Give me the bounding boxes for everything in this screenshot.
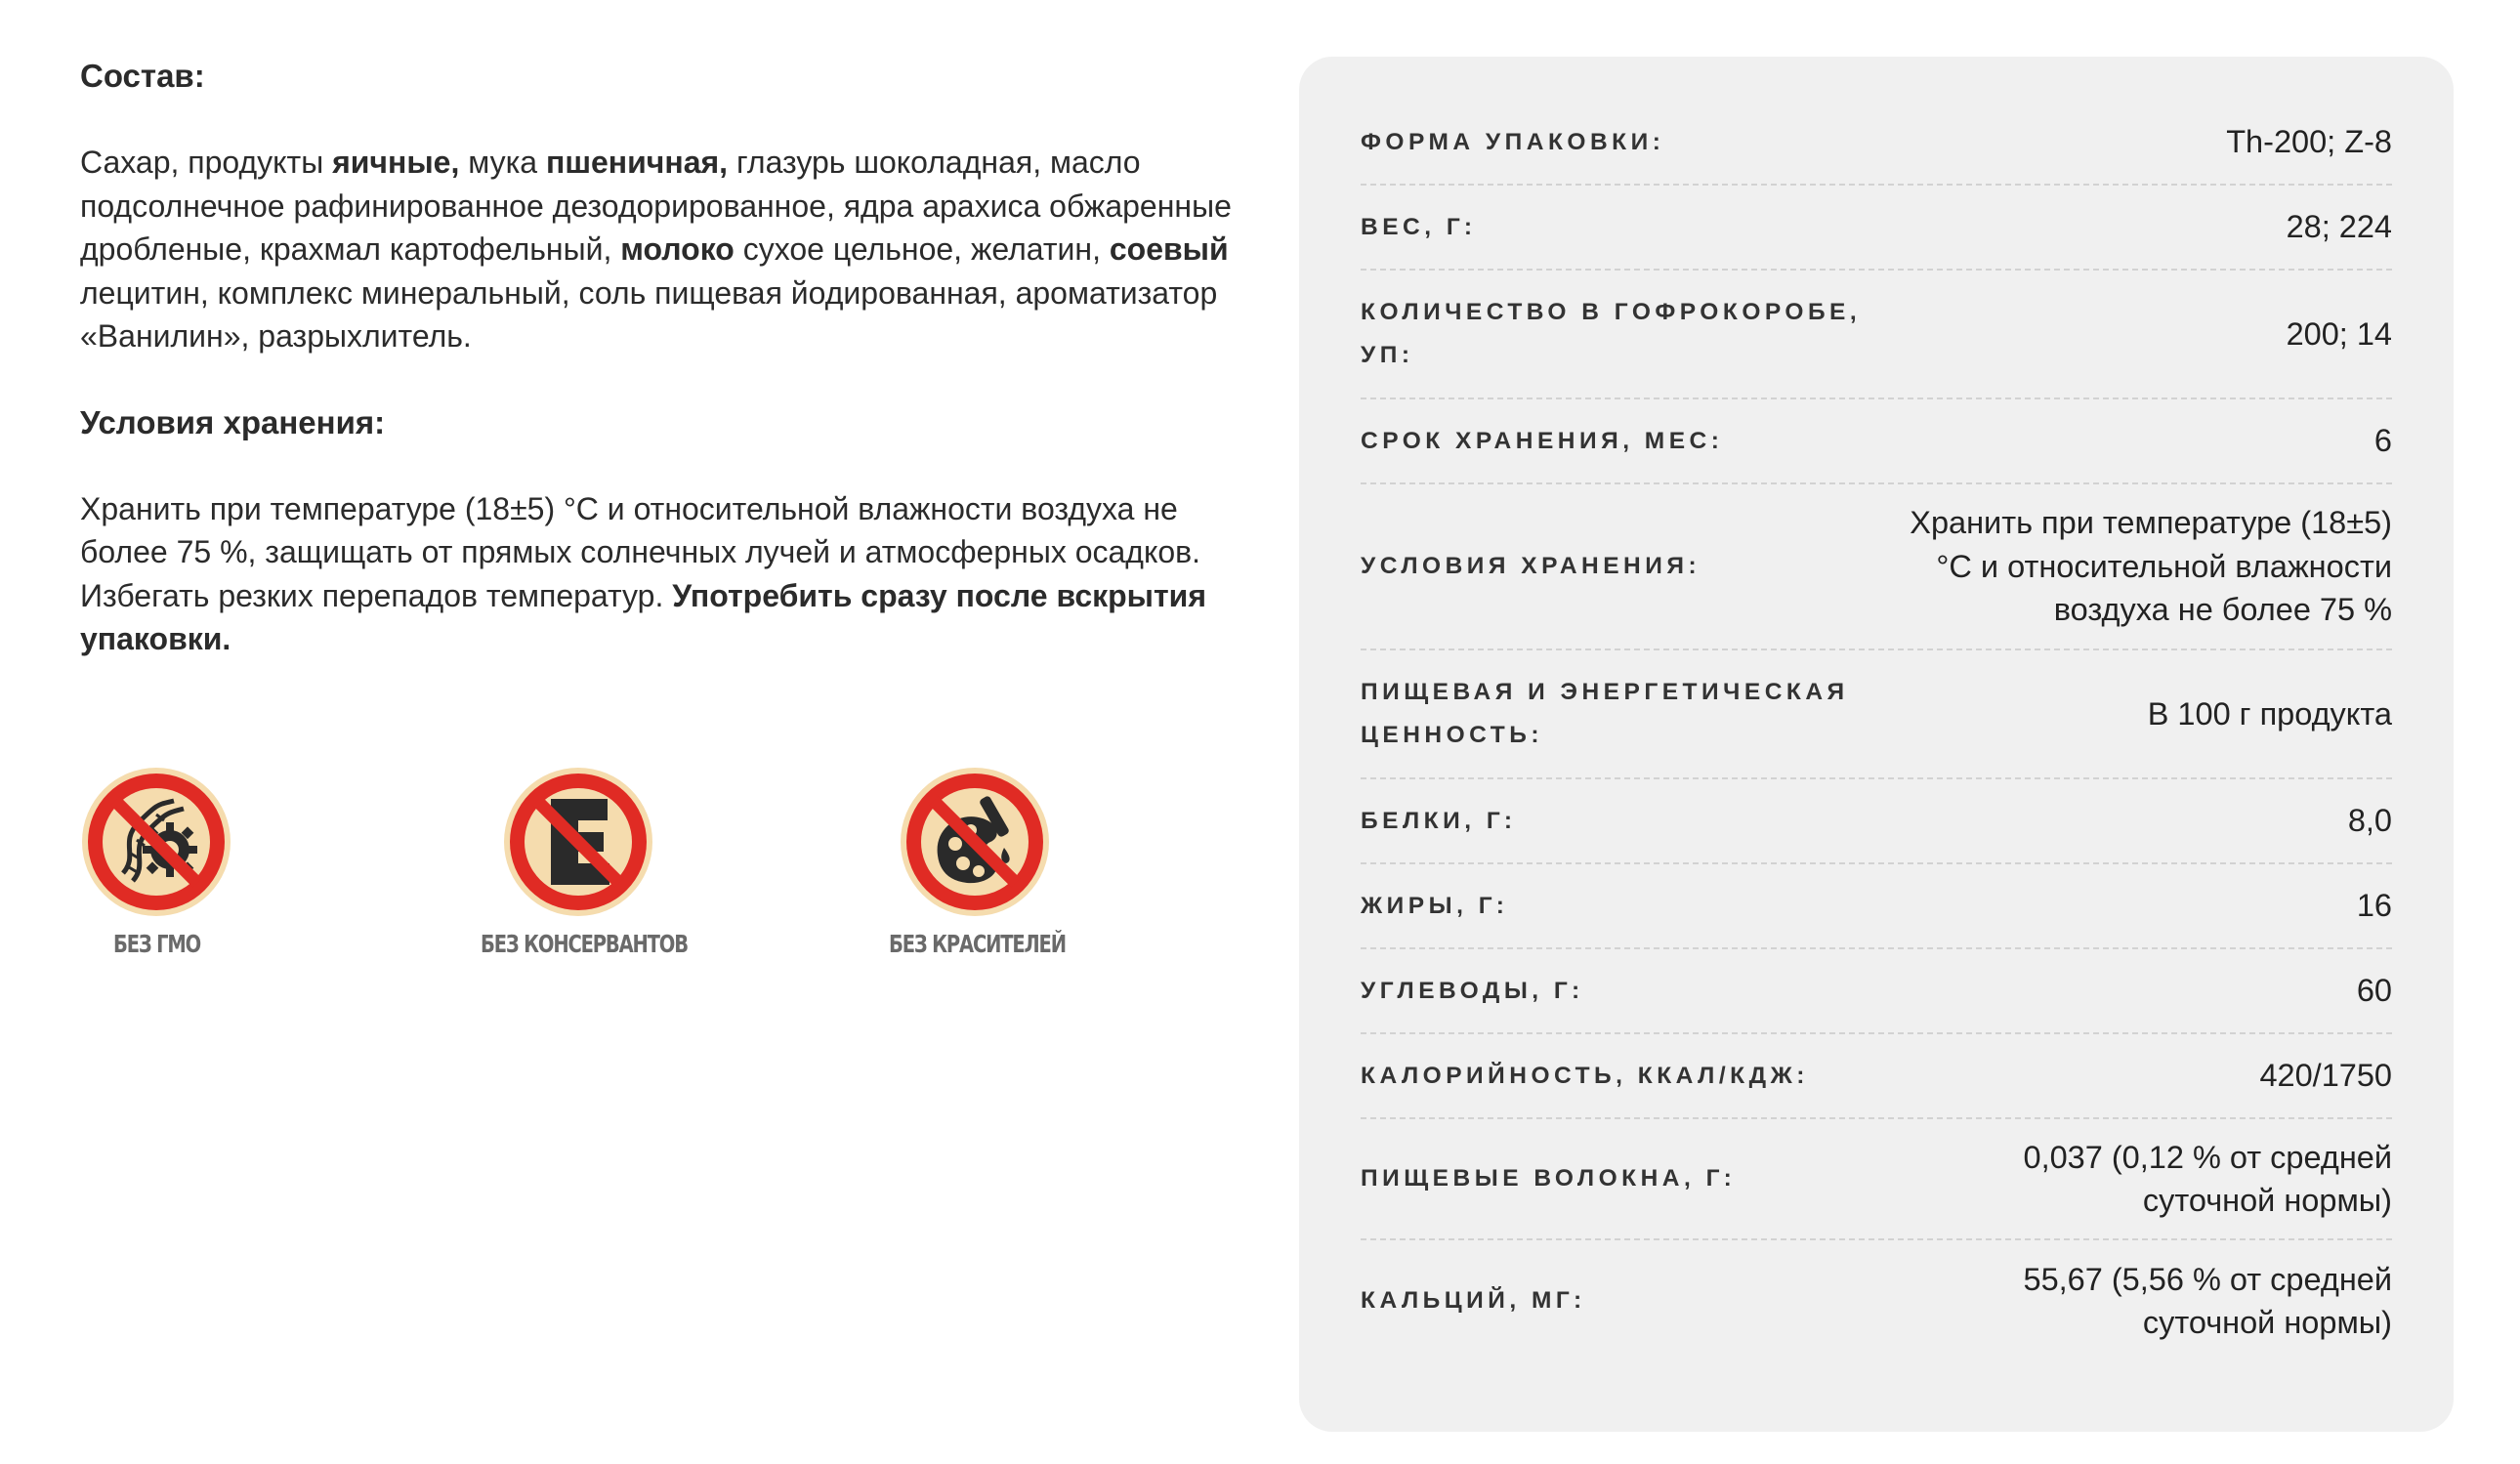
storage-text [80,487,1242,661]
storage-heading: Условия хранения: [80,403,386,440]
badge-no-preservatives [481,766,688,958]
spec-key: ВЕС, Г: [1361,213,1477,240]
composition-heading: Состав: [80,58,205,94]
composition-allergen: соевый [1109,231,1229,267]
badges-row [80,766,1242,981]
spec-key: КОЛИЧЕСТВО В ГОФРОКОРОБЕ, УП: [1361,299,1862,368]
badge-label-no-dyes: БЕЗ КРАСИТЕЛЕЙ [889,930,1066,958]
spec-row-protein [1361,779,2392,864]
spec-value: Хранить при температуре (18±5) °С и относительной влажности воздуха не более 75 % [1910,505,2392,628]
spec-row-calcium [1361,1240,2392,1361]
composition-segment: мука [459,145,546,180]
specifications-table [1361,101,2392,1361]
badge-label-no-preservatives: БЕЗ КОНСЕРВАНТОВ [481,930,688,958]
spec-key: ЖИРЫ, Г: [1361,892,1509,919]
spec-key: ПИЩЕВЫЕ ВОЛОКНА, Г: [1361,1165,1737,1192]
spec-key: СРОК ХРАНЕНИЯ, МЕС: [1361,427,1724,454]
spec-row-weight [1361,186,2392,271]
composition-segment: сухое цельное, желатин, [734,231,1110,267]
spec-row-calories [1361,1034,2392,1119]
badge-label-no-gmo: БЕЗ ГМО [113,930,201,958]
spec-value: 420/1750 [2259,1058,2392,1094]
badge-no-gmo [80,766,232,958]
specifications-panel [1299,57,2454,1432]
spec-value: 6 [2373,423,2392,459]
composition-allergen: молоко [620,231,735,267]
spec-key: КАЛЬЦИЙ, МГ: [1361,1287,1586,1314]
no-preservatives-icon [502,766,654,918]
no-dyes-icon [899,766,1051,918]
spec-value: 55,67 (5,56 % от средней суточной нормы) [2023,1261,2392,1340]
spec-row-fat [1361,864,2392,949]
spec-row-carbs [1361,949,2392,1034]
spec-value: 200; 14 [2286,315,2392,352]
spec-row-shelf-life [1361,399,2392,484]
storage-text-bold: Употребить сразу после вскрытия упаковки. [80,577,1207,656]
composition-segment: лецитин, комплекс минеральный, соль пищевая йодированная, ароматизатор «Ванилин», разрыхлитель. [80,274,1218,354]
spec-value: 0,037 (0,12 % от средней суточной нормы) [2023,1139,2392,1218]
badge-no-dyes [889,766,1066,958]
composition-text [80,141,1242,358]
storage-text-regular: Хранить при температуре (18±5) °C и относительной влажности воздуха не более 75 %, защищать от прямых солнечных лучей и атмосферных осадков. Избегать резких перепадов температур. [80,490,1201,613]
spec-value: 28; 224 [2286,209,2392,245]
no-gmo-icon [80,766,232,918]
composition-allergen: пшеничная, [545,145,729,180]
spec-key: ПИЩЕВАЯ И ЭНЕРГЕТИЧЕСКАЯ ЦЕННОСТЬ: [1361,679,1849,748]
spec-row-storage-conditions [1361,484,2392,650]
spec-row-package-form [1361,101,2392,186]
spec-key: КАЛОРИЙНОСТЬ, ККАЛ/КДЖ: [1361,1062,1809,1089]
spec-row-box-quantity [1361,271,2392,399]
description-column [80,55,1242,958]
spec-value: В 100 г продукта [2147,695,2392,732]
spec-key: ФОРМА УПАКОВКИ: [1361,128,1665,155]
spec-value: 8,0 [2347,803,2392,839]
spec-key: УСЛОВИЯ ХРАНЕНИЯ: [1361,553,1701,579]
composition-segment: глазурь шоколадная, масло подсолнечное рафинированное дезодорированное, ядра арахиса обжаренные дробленые, крахмал картофельный, [80,145,1232,267]
spec-value: 60 [2356,973,2392,1009]
spec-row-fiber [1361,1119,2392,1240]
spec-row-nutrition-header [1361,650,2392,779]
composition-segment: Сахар, продукты [80,145,333,180]
spec-key: УГЛЕВОДЫ, Г: [1361,977,1584,1004]
spec-value: Th-200; Z-8 [2226,124,2392,160]
spec-value: 16 [2356,888,2392,924]
spec-key: БЕЛКИ, Г: [1361,807,1517,834]
composition-allergen: яичные, [332,145,460,180]
